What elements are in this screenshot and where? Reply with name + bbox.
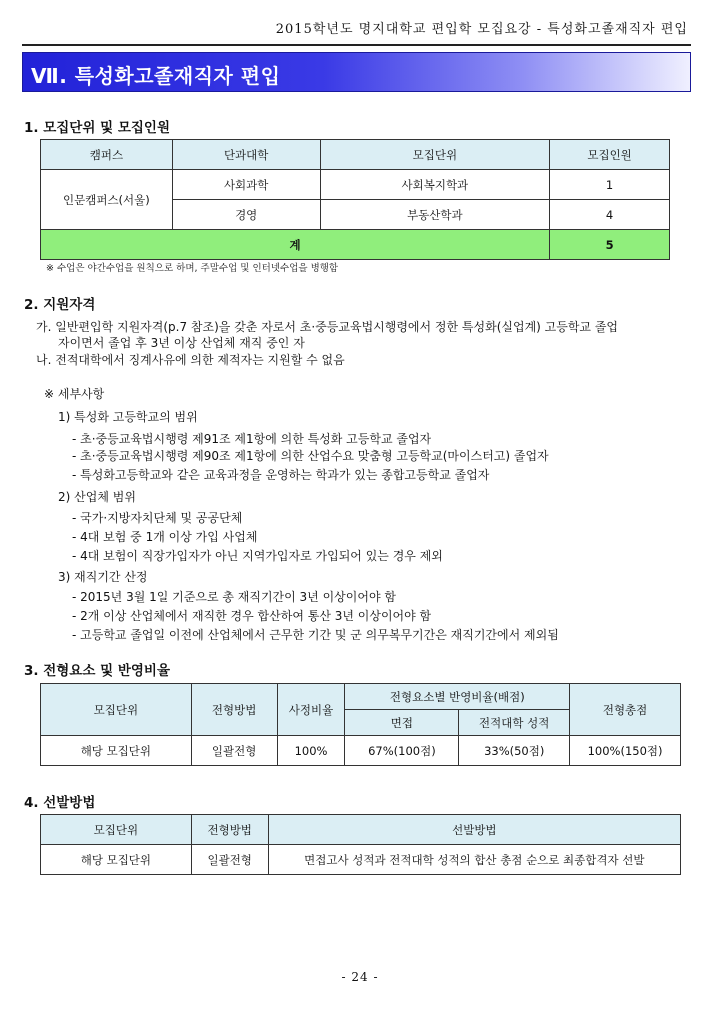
header-campus: 캠퍼스 [41,140,173,170]
header-grade: 전적대학 성적 [459,710,570,736]
unit-cell: 해당 모집단위 [41,736,192,766]
ratio-cell: 100% [277,736,345,766]
unit-cell: 사회복지학과 [320,170,550,200]
detail-2-title: 2) 산업체 범위 [58,490,136,504]
header-unit: 모집단위 [320,140,550,170]
detail-2-item: - 4대 보험 중 1개 이상 가입 사업체 [72,530,258,544]
count-cell: 4 [550,200,670,230]
chapter-title: Ⅶ. 특성화고졸재직자 편입 [31,64,281,88]
unit-cell: 부동산학과 [320,200,550,230]
header-college: 단과대학 [172,140,320,170]
detail-1-item: - 초·중등교육법시행령 제90조 제1항에 의한 산업수요 맞춤형 고등학교(마이스터고) 졸업자 [72,449,549,463]
qualification-ga-line-1: 가. 일반편입학 지원자격(p.7 참조)을 갖춘 자로서 초·중등교육법시행령에서 정한 특성화(실업계) 고등학교 졸업 [36,320,619,334]
total-label: 계 [41,230,550,260]
qualification-na: 나. 전적대학에서 징계사유에 의한 제적자는 지원할 수 없음 [36,353,345,367]
section-1-title: 1. 모집단위 및 모집인원 [24,120,170,136]
selection-cell: 면접고사 성적과 전적대학 성적의 합산 총점 순으로 최종합격자 선발 [268,845,680,875]
detail-3-item: - 2015년 3월 1일 기준으로 총 재직기간이 3년 이상이어야 함 [72,590,396,604]
total-cell: 100%(150점) [570,736,681,766]
college-cell: 경영 [172,200,320,230]
total-row [41,230,670,260]
unit-cell: 해당 모집단위 [41,845,192,875]
total-value: 5 [550,230,670,260]
detail-2-item: - 4대 보험이 직장가입자가 아닌 지역가입자로 가입되어 있는 경우 제외 [72,549,443,563]
interview-cell: 67%(100점) [345,736,459,766]
header-ratio: 사정비율 [277,684,345,736]
campus-cell: 인문캠퍼스(서울) [41,170,173,230]
section-4-title: 4. 선발방법 [24,795,96,811]
table-header-row [41,140,670,170]
table-row [41,736,681,766]
detail-1-title: 1) 특성화 고등학교의 범위 [58,410,198,424]
detail-1-item: - 초·중등교육법시행령 제91조 제1항에 의한 특성화 고등학교 졸업자 [72,432,432,446]
count-cell: 1 [550,170,670,200]
header-interview: 면접 [345,710,459,736]
evaluation-table [40,683,681,766]
detail-1-item: - 특성화고등학교와 같은 교육과정을 운영하는 학과가 있는 종합고등학교 졸업자 [72,468,490,482]
class-note: ※ 수업은 야간수업을 원칙으로 하며, 주말수업 및 인터넷수업을 병행함 [46,263,339,274]
table-row [41,170,670,200]
detail-2-item: - 국가·지방자치단체 및 공공단체 [72,511,243,525]
method-cell: 일괄전형 [191,736,277,766]
header-rule [22,44,691,46]
grade-cell: 33%(50점) [459,736,570,766]
header-unit: 모집단위 [41,815,192,845]
section-3-title: 3. 전형요소 및 반영비율 [24,663,170,679]
running-header: 2015학년도 명지대학교 편입학 모집요강 - 특성화고졸재직자 편입 [275,22,688,37]
header-element-group: 전형요소별 반영비율(배점) [345,684,570,710]
header-count: 모집인원 [550,140,670,170]
detail-title: ※ 세부사항 [44,387,105,401]
detail-3-title: 3) 재직기간 산정 [58,570,148,584]
recruitment-table [40,139,670,260]
method-cell: 일괄전형 [191,845,268,875]
qualification-ga-line-2: 자이면서 졸업 후 3년 이상 산업체 재직 중인 자 [58,336,305,350]
detail-3-item: - 2개 이상 산업체에서 재직한 경우 합산하여 통산 3년 이상이어야 함 [72,609,432,623]
page-number: - 24 - [341,970,379,984]
header-method: 전형방법 [191,684,277,736]
college-cell: 사회과학 [172,170,320,200]
header-selection: 선발방법 [268,815,680,845]
table-row [41,845,681,875]
header-total: 전형총점 [570,684,681,736]
chapter-banner [22,52,691,92]
section-2-title: 2. 지원자격 [24,297,96,313]
detail-3-item: - 고등학교 졸업일 이전에 산업체에서 근무한 기간 및 군 의무복무기간은 재직기간에서 제외됨 [72,628,559,642]
header-method: 전형방법 [191,815,268,845]
header-unit: 모집단위 [41,684,192,736]
selection-table [40,814,681,875]
